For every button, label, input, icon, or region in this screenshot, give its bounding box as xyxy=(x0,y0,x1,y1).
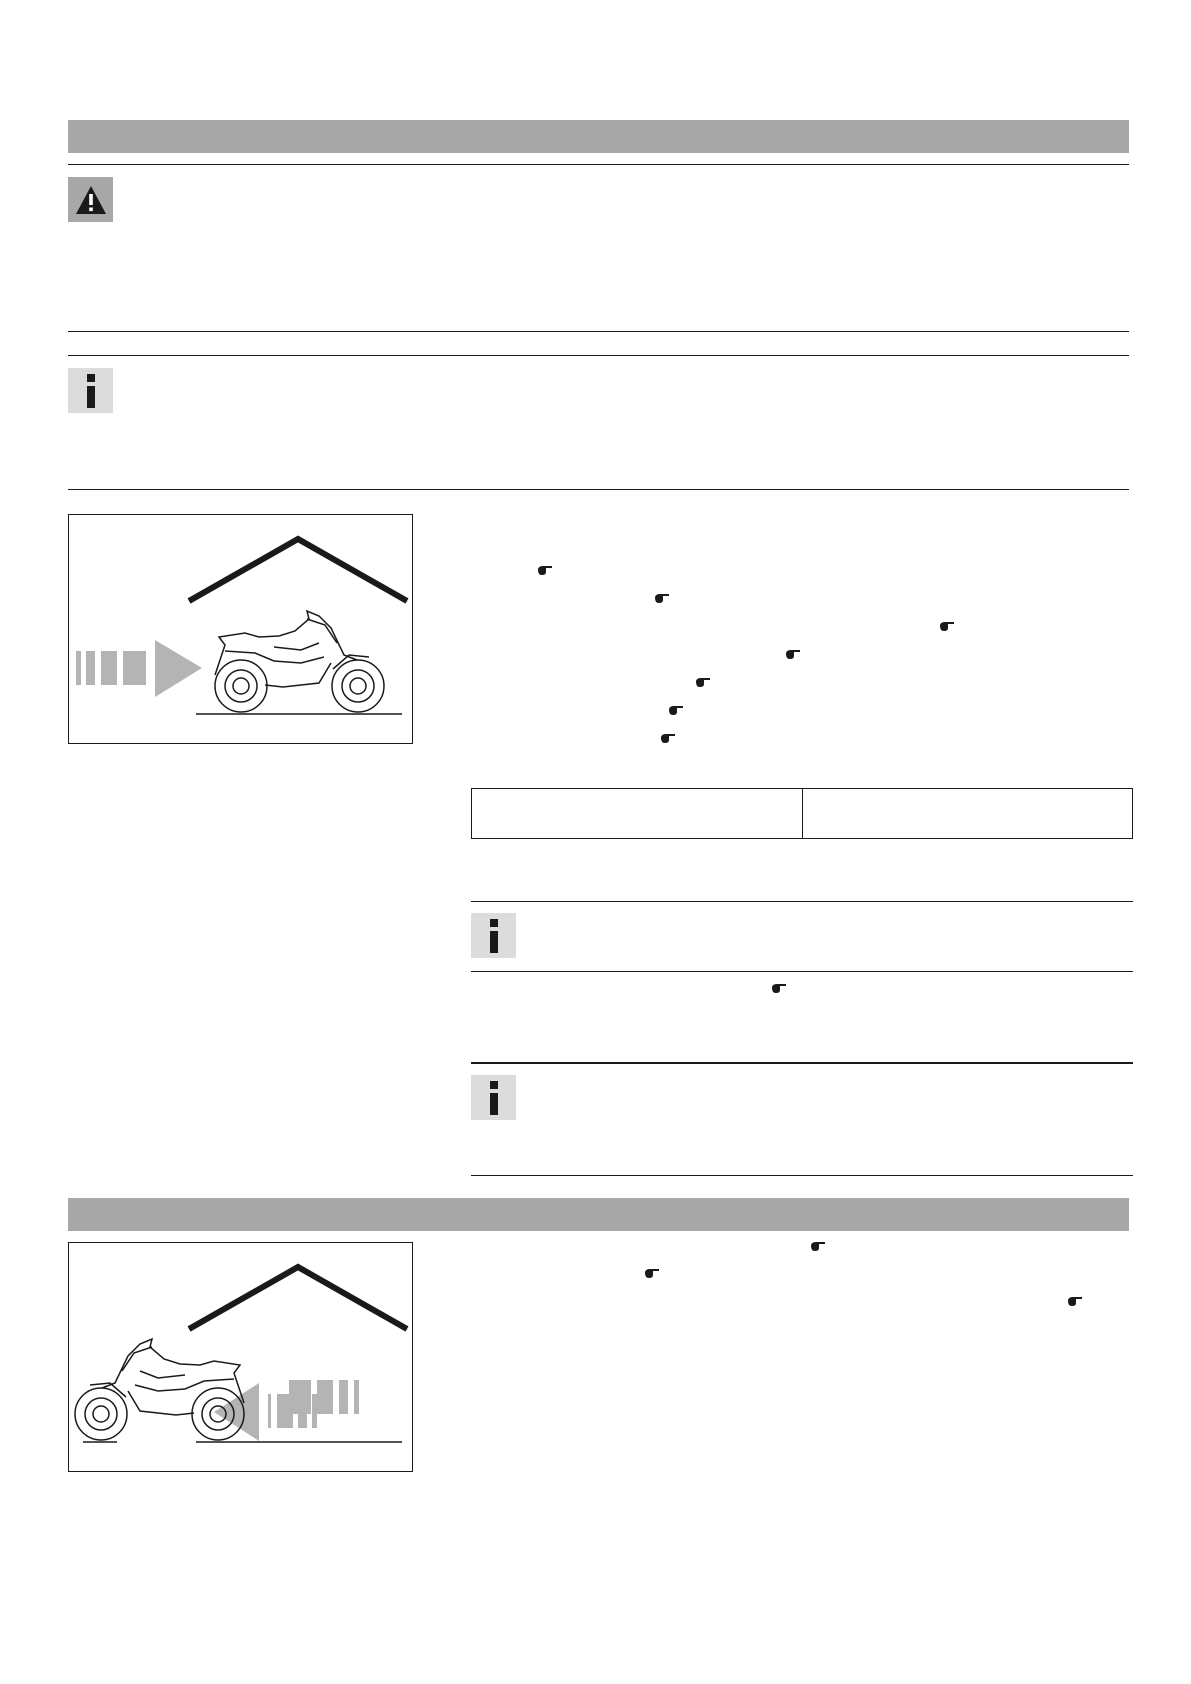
pointing-hand-icon xyxy=(695,676,711,688)
info-top-rule xyxy=(471,901,1133,902)
figure-drive-out xyxy=(68,1242,413,1472)
warning-text xyxy=(130,177,1120,317)
pointing-hand-icon xyxy=(644,1267,660,1279)
pointing-hand-icon xyxy=(810,1240,826,1252)
section-heading-bar xyxy=(68,120,1129,153)
info-icon xyxy=(471,1075,516,1120)
spec-table xyxy=(471,788,1133,839)
pointing-hand-icon xyxy=(537,564,553,576)
pointing-hand-icon xyxy=(668,704,684,716)
procedure-text xyxy=(470,514,1130,754)
pointing-hand-icon xyxy=(939,620,955,632)
pointing-hand-icon xyxy=(1067,1295,1083,1307)
warning-bottom-rule xyxy=(68,331,1129,332)
info-text xyxy=(130,368,1120,478)
info-text xyxy=(530,913,1130,963)
info-bottom-rule xyxy=(471,971,1133,972)
pointing-hand-icon xyxy=(654,592,670,604)
warning-top-rule xyxy=(68,164,1129,165)
section-heading-bar xyxy=(68,1198,1129,1231)
info-icon xyxy=(471,913,516,958)
info-bottom-rule xyxy=(471,1175,1133,1176)
pointing-hand-icon xyxy=(660,732,676,744)
figure-drive-in xyxy=(68,514,413,744)
pointing-hand-icon xyxy=(771,982,787,994)
warning-triangle-icon xyxy=(68,177,113,222)
spec-table-cell xyxy=(802,789,1132,838)
info-text xyxy=(530,1075,1130,1165)
pointing-hand-icon xyxy=(785,648,801,660)
info-icon xyxy=(68,368,113,413)
info-bottom-rule xyxy=(68,489,1129,490)
spec-table-cell xyxy=(472,789,802,838)
info-top-rule xyxy=(471,1062,1133,1064)
procedure-text xyxy=(470,1242,1130,1342)
info-top-rule xyxy=(68,355,1129,356)
